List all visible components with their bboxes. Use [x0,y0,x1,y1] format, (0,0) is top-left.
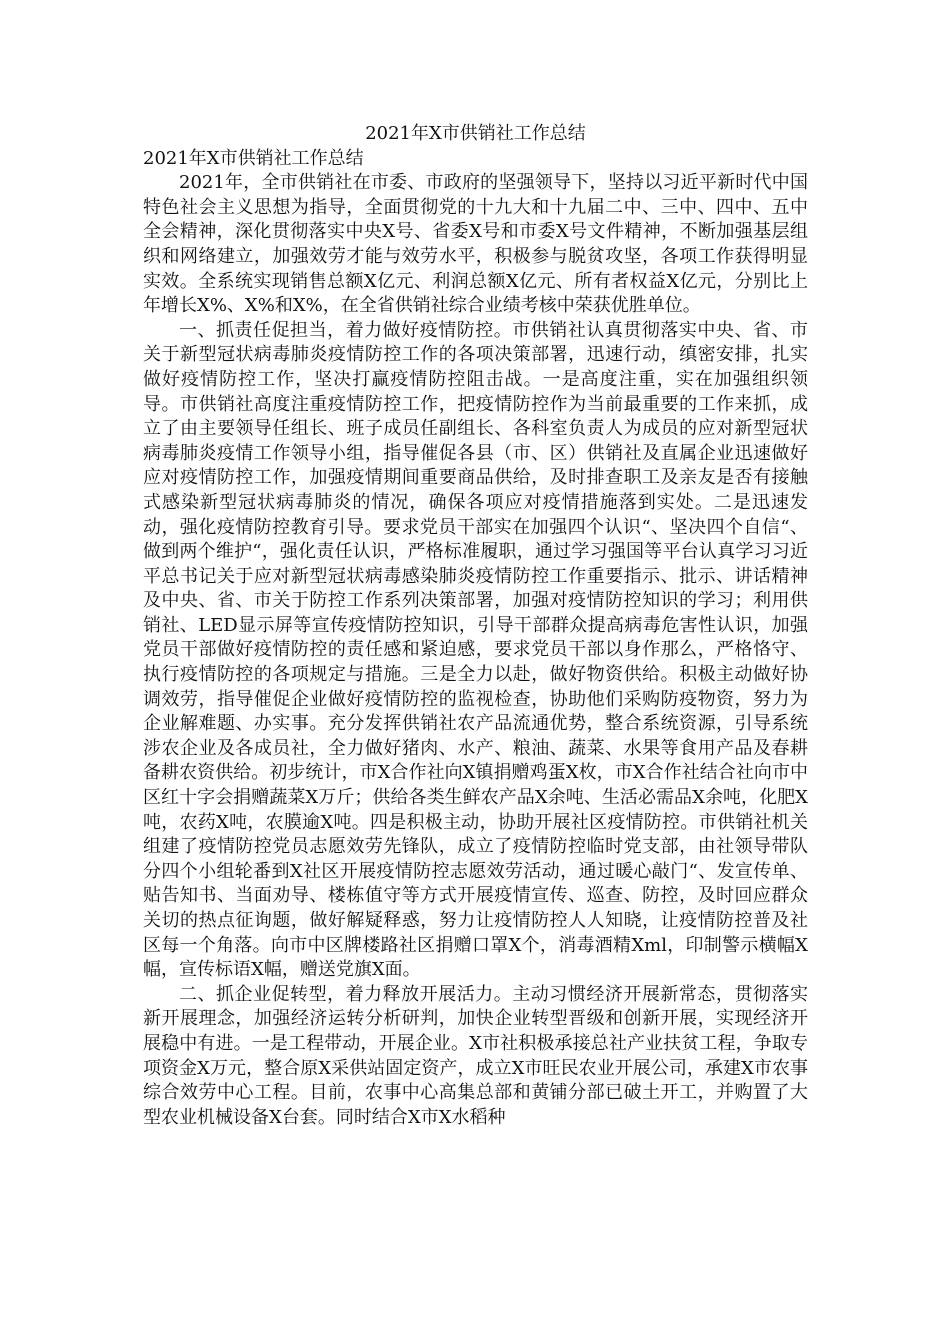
paragraph-intro: 2021年，全市供销社在市委、市政府的坚强领导下，坚持以习近平新时代中国特色社会主义思想为指导，全面贯彻党的十九大和十九届二中、三中、四中、五中全会精神，深化贯彻落实中央X号、省委X号和市委X号文件精神，不断加强基层组织和网络建立，加强效劳才能与效劳水平，积极参与脱贫攻坚，各项工作获得明显实效。全系统实现销售总额X亿元、利润总额X亿元、所有者权益X亿元，分别比上年增长X%、X%和X%，在全省供销社综合业绩考核中荣获优胜单位。 [143,172,808,317]
document-title: 2021年X市供销社工作总结 [365,123,586,144]
paragraph-enterprise-transformation: 二、抓企业促转型，着力释放开展活力。主动习惯经济开展新常态，贯彻落实新开展理念，加强经济运转分析研判，加快企业转型晋级和创新开展，实现经济开展稳中有进。一是工程带动，开展企业。X市社积极承接总社产业扶贫工程，争取专项资金X万元，整合原X采供站固定资产，成立X市旺民农业开展公司，承建X市农事综合效劳中心工程。目前，农事中心高集总部和黄铺分部已破土开工，并购置了大型农业机械设备X台套。同时结合X市X水稻种 [143,983,808,1128]
document-page [143,122,808,1130]
document-subtitle: 2021年X市供销社工作总结 [143,147,364,169]
paragraph-epidemic-control: 一、抓责任促担当，着力做好疫情防控。市供销社认真贯彻落实中央、省、市关于新型冠状病毒肺炎疫情防控工作的各项决策部署，迅速行动，缜密安排，扎实做好疫情防控工作，坚决打赢疫情防控阻击战。一是高度注重，实在加强组织领导。市供销社高度注重疫情防控工作，把疫情防控作为当前最重要的工作来抓，成立了由主要领导任组长、班子成员任副组长、各科室负责人为成员的应对新型冠状病毒肺炎疫情工作领导小组，指导催促各县（市、区）供销社及直属企业迅速做好应对疫情防控工作，加强疫情期间重要商品供给，及时排查职工及亲友是否有接触式感染新型冠状病毒肺炎的情况，确保各项应对疫情措施落到实处。二是迅速发动，强化疫情防控教育引导。要求党员干部实在加强四个认识“、坚决四个自信“、做到两个维护“，强化责任认识，严格标准履职，通过学习强国等平台认真学习习近平总书记关于应对新型冠状病毒感染肺炎疫情防控工作重要指示、批示、讲话精神及中央、省、市关于防控工作系列决策部署，加强对疫情防控知识的学习；利用供销社、LED显示屏等宣传疫情防控知识，引导干部群众提高病毒危害性认识，加强党员干部做好疫情防控的责任感和紧迫感，要求党员干部以身作那么，严格恪守、执行疫情防控的各项规定与措施。三是全力以赴，做好物资供给。积极主动做好协调效劳，指导催促企业做好疫情防控的监视检查，协助他们采购防疫物资，努力为企业解难题、办实事。充分发挥供销社农产品流通优势，整合系统资源，引导系统涉农企业及各成员社，全力做好猪肉、水产、粮油、蔬菜、水果等食用产品及春耕备耕农资供给。初步统计，市X合作社向X镇捐赠鸡蛋X枚，市X合作社结合社向市中区红十字会捐赠蔬菜X万斤；供给各类生鲜农产品X余吨、生活必需品X余吨，化肥X吨，农药X吨，农膜逾X吨。四是积极主动，协助开展社区疫情防控。市供销社机关组建了疫情防控党员志愿效劳先锋队，成立了疫情防控临时党支部，由社领导带队分四个小组轮番到X社区开展疫情防控志愿效劳活动，通过暖心敲门“、发宣传单、贴告知书、当面劝导、楼栋值守等方式开展疫情宣传、巡查、防控，及时回应群众关切的热点征询题，做好解疑释惑，努力让疫情防控人人知晓，让疫情防控普及社区每一个角落。向市中区牌楼路社区捐赠口罩X个，消毒酒精Xml，印制警示横幅X幅，宣传标语X幅，赠送党旗X面。 [143,319,808,981]
